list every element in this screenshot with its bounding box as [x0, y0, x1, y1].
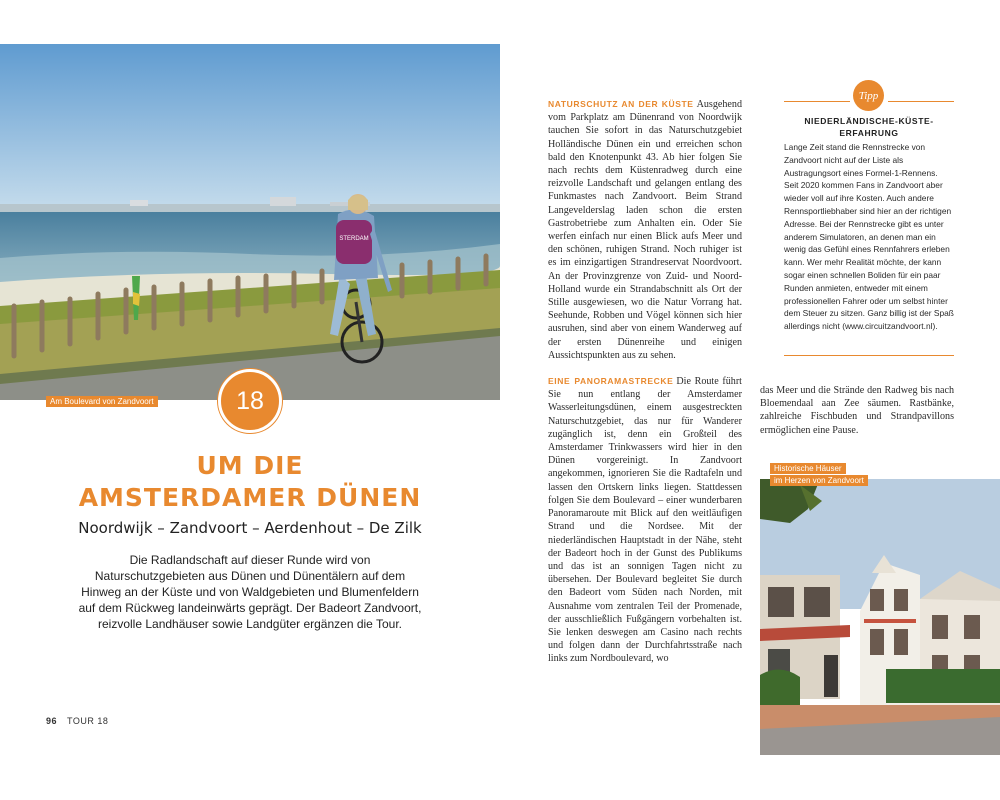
- page-footer: [46, 716, 108, 726]
- tip-divider: [784, 355, 954, 356]
- tip-text: Lange Zeit stand die Rennstrecke von Zandvoort nicht auf der Liste als Austragungsort eines Formel-1-Rennens. Seit 2020 kommen Fans in Zandvoort aber wieder voll auf ihre Kosten. Auch andere Rennsportliebhaber sind hier an der richtigen Adresse. Bei der Rennstrecke gibt es unter anderem Simulatoren, an denen man ein wenig das Gefühl eines Rennfahrers erleben kann. Wer mehr Realität möchte, der kann sogar einen schnellen Boliden für ein paar Runden anmieten, entweder mit einem professionellen Fahrer oder um selbst hinter dem Steuer zu sitzen. Ganz billig ist der Spaß allerdings nicht (www.circuitzandvoort.nl).: [784, 142, 954, 332]
- tour-title-line1: UM DIE: [196, 451, 304, 480]
- tip-box: [784, 80, 954, 356]
- photo-caption: Am Boulevard von Zandvoort: [46, 396, 158, 407]
- section-panorama: [548, 375, 742, 665]
- section-kicker: EINE PANORAMASTRECKE: [548, 376, 674, 387]
- page-number: 96: [46, 716, 58, 726]
- main-text-column: [548, 98, 742, 666]
- tour-title-line2: AMSTERDAMER DÜNEN: [78, 483, 422, 512]
- continuation-text: das Meer und die Strände den Radweg bis nach Bloemendaal aan Zee säumen. Rastbänke, zahlreiche Fischbuden und Strandpavillons ermöglichen eine Pause.: [760, 385, 954, 436]
- historic-houses-photo: [760, 464, 1000, 755]
- tour-route: Noordwijk – Zandvoort – Aerdenhout – De Zilk: [78, 519, 422, 537]
- tour-title: [60, 450, 440, 514]
- tip-divider: [784, 101, 850, 102]
- tip-badge: Tipp: [853, 80, 884, 111]
- section-text: Die Route führt Sie nun entlang der Amsterdamer Wasserleitungsdünen, einem ausgestreckten Naturschutzgebiet, das nur für Wanderer zugänglich ist, denn ein Großteil des Amsterdamer Trinkwassers wird hier in den Dünen vorgereinigt. In Zandvoort angekommen, ignorieren Sie die Radtafeln und lassen den Ortskern links liegen. Stattdessen folgen Sie dem Boulevard – einer wunderbaren Panoramaroute mit Blick auf den weitläufigen Strand und die Nordsee. Mit der niederländischen Hauptstadt in der Nähe, steht der Badeort hoch in der Gunst des Publikums und das ist an sonnigen Tagen nicht zu übersehen. Der Boulevard begleitet Sie durch den Badeort vom Süden nach Norden, mit Ausnahme vom zentralen Teil der Promenade, der ausschließlich Fußgängern vorbehalten ist. Sie lenken deswegen am Casino nach rechts und folgen dann der Durchfahrtsstraße nach links zum Nordboulevard, wo: [548, 376, 742, 665]
- bike-bag-text: STERDAM: [339, 236, 369, 242]
- tour-number-badge: 18: [218, 369, 282, 433]
- photo-caption-line2: im Herzen von Zandvoort: [770, 475, 868, 486]
- photo-caption-line1: Historische Häuser: [770, 463, 846, 474]
- section-kicker: NATURSCHUTZ AN DER KÜSTE: [548, 99, 694, 109]
- footer-label: TOUR 18: [67, 716, 109, 726]
- tour-intro: Die Radlandschaft auf dieser Runde wird von Naturschutzgebieten aus Dünen und Dünentälern auf dem Hinweg an der Küste und von Waldgebieten und Blumenfeldern auf dem Rückweg landeinwärts geprägt. Der Badeort Zandvoort, reizvolle Landhäuser sowie Landgüter ergänzen die Tour.: [78, 553, 422, 631]
- section-naturschutz: [548, 98, 742, 362]
- tip-divider: [888, 101, 954, 102]
- section-text: Ausgehend vom Parkplatz am Dünenrand von Noordwijk tauchen Sie sofort in das Naturschutzgebiet Holländische Dünen ein und erreichen schon bald den Knotenpunkt 43. Ab hier folgen Sie nach rechts dem Küstenradweg durch eine reizvolle Landschaft und gelangen entlang des Funkmastes nach Zandvoort. Beim Strand Langevelderslag laden schon die ersten Gastrobetriebe zum Anhalten ein. Oder Sie werfen einfach nur einen Blick aufs Meer und den schönen, ruhigen Strand. Noch ruhiger ist es im einzigartigen Strandreservat Noordvoort. An der Provinzgrenze von Zuid- und Noord-Holland wurde ein Strandabschnitt als Ort der Stille ausgewiesen, wo die Natur Vorrang hat. Seehunde, Robben und Vögel können sich hier ausruhen, sind aber von einem Wanderweg auf der ersten Dünenreihe und einigen Aussichtspunkten aus zu sehen.: [548, 99, 742, 361]
- tip-heading: NIEDERLÄNDISCHE-KÜSTE-ERFAHRUNG: [804, 116, 934, 138]
